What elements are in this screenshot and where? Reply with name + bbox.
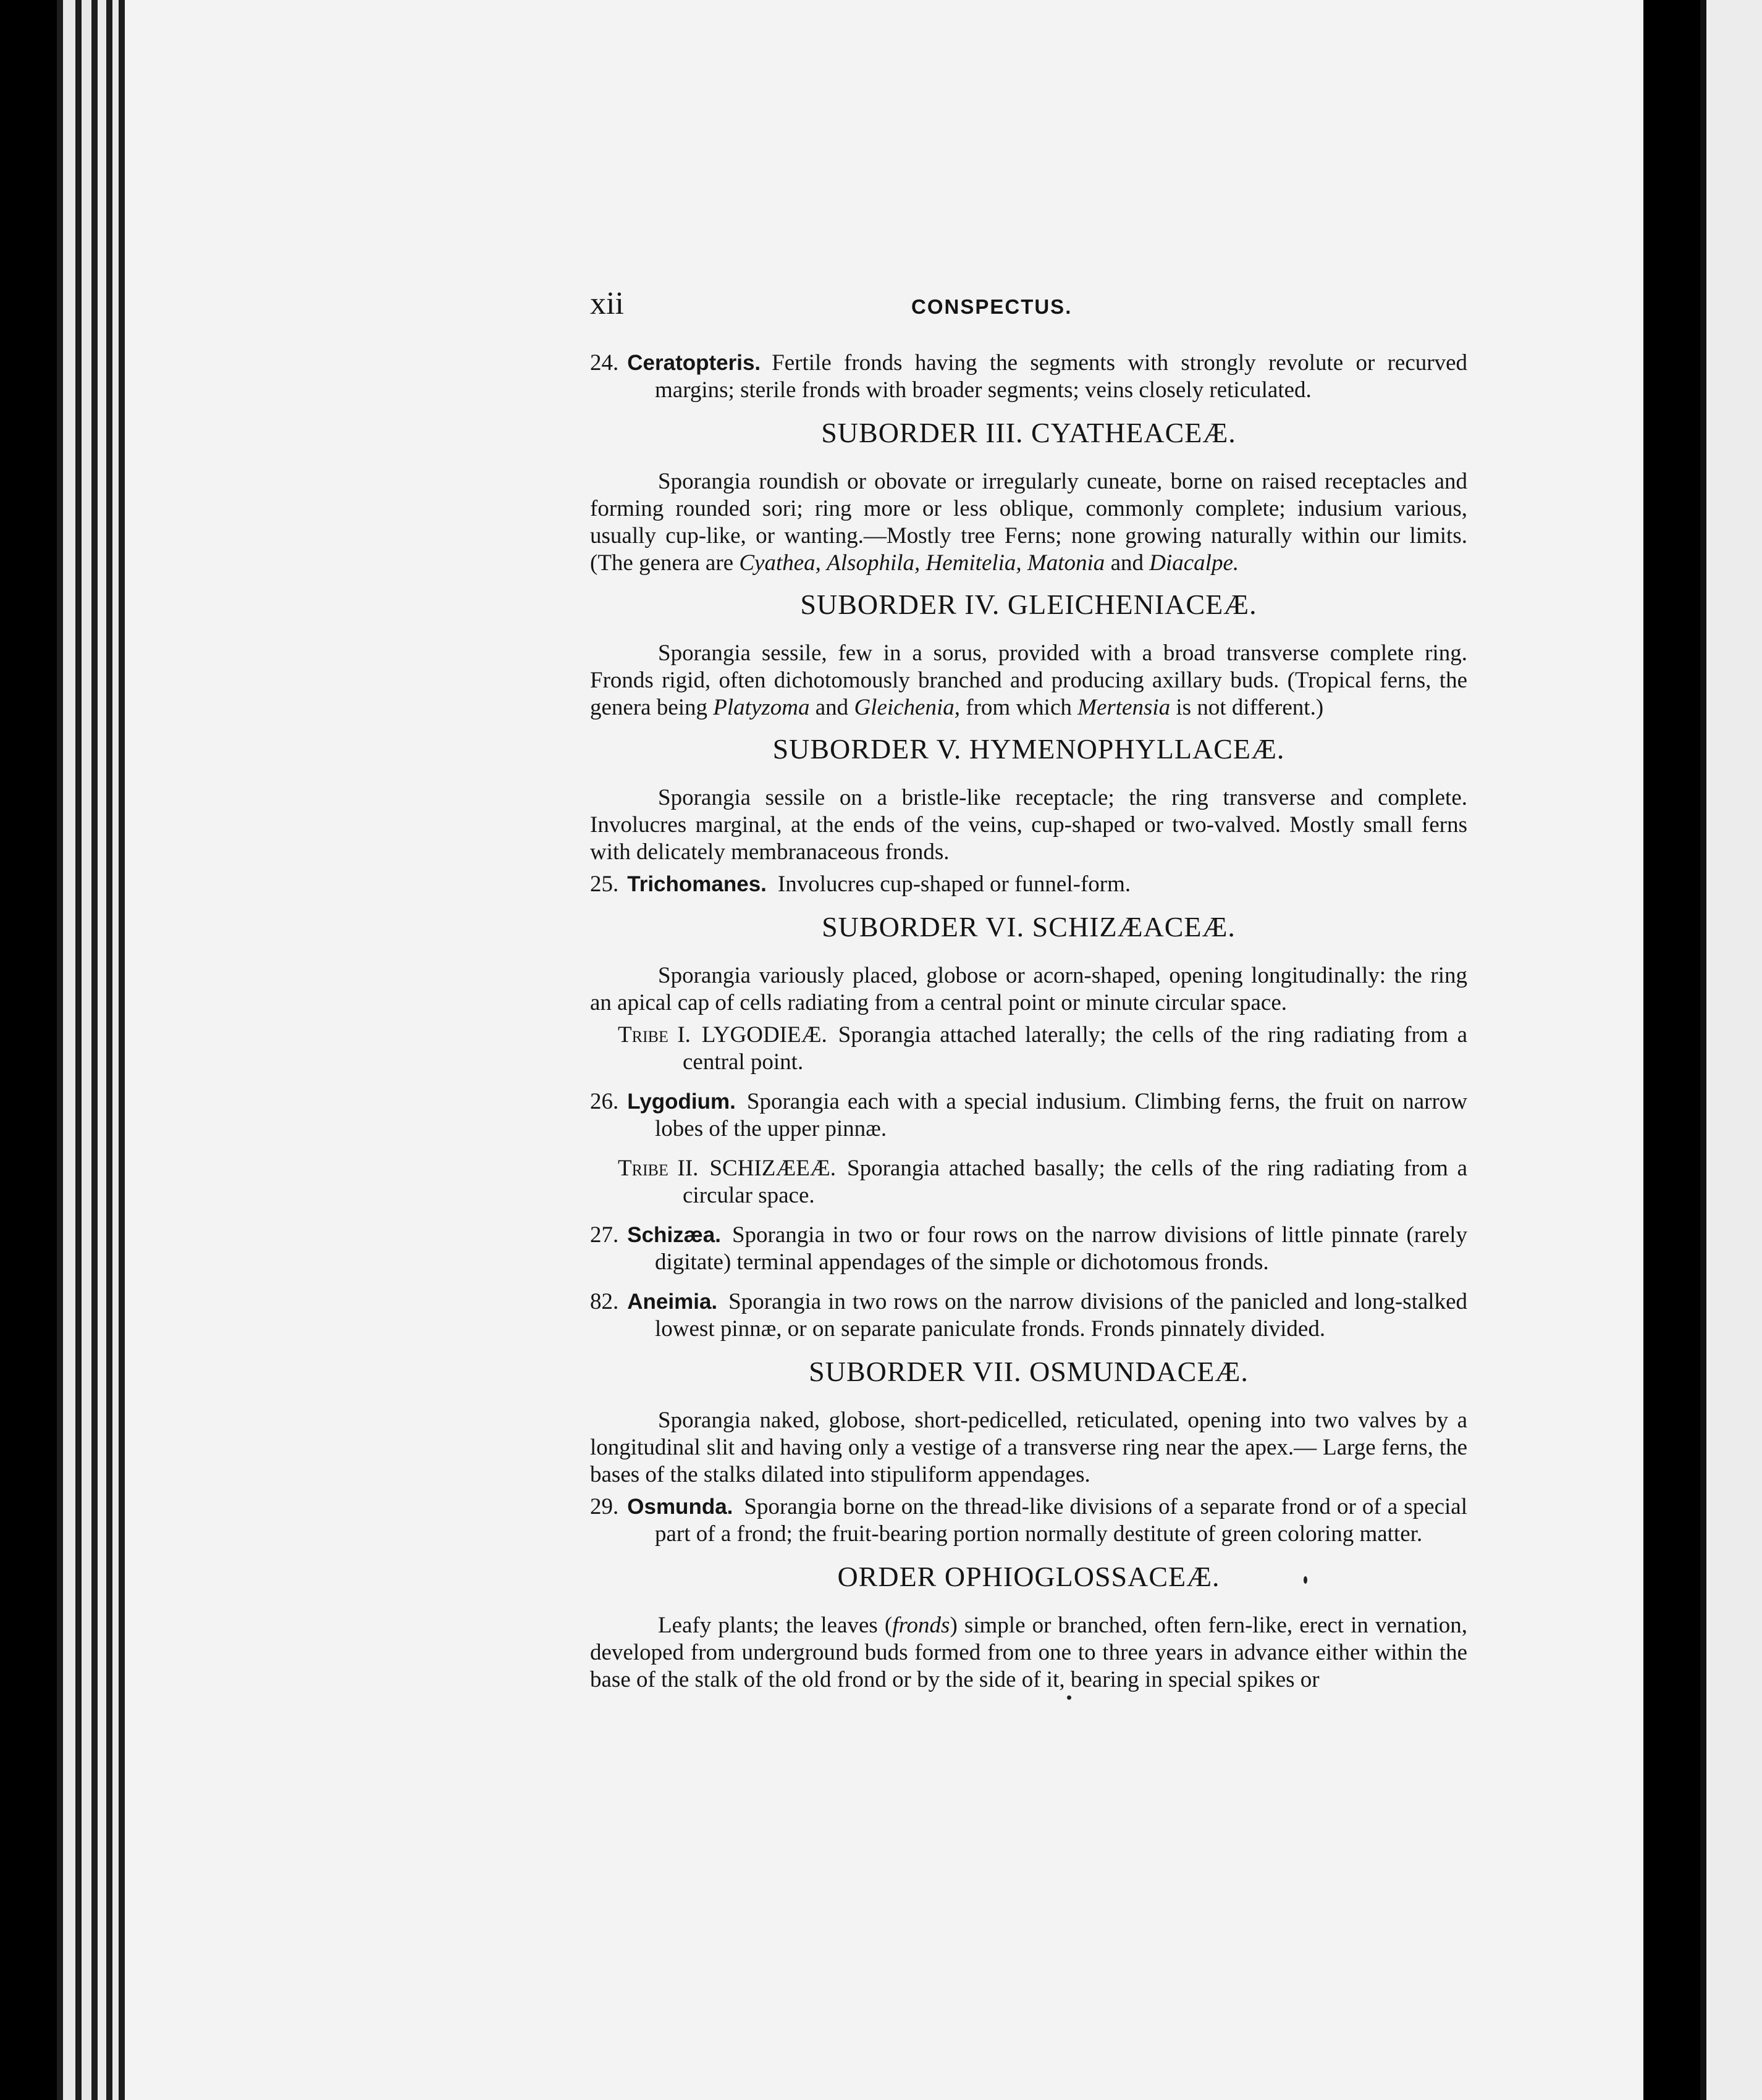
genus-entry-28 (590, 1288, 1467, 1343)
page-edge-gap (82, 0, 91, 2100)
description-text: from which (966, 695, 1072, 720)
suborder-description (590, 468, 1467, 577)
description-text: Sporangia roundish or obovate or irregularly cuneate, borne on raised receptacles and forming rounded sori; ring more or less oblique, commonly complete; indusium various, usually cup-like, or wanting.—Mostly tree Ferns; none growing naturally within our limits. (The genera are (590, 469, 1467, 576)
tribe-label: Tribe I. (618, 1022, 691, 1048)
genus-name: Trichomanes. (627, 872, 767, 896)
page-edge (75, 0, 82, 2100)
page-edge (119, 0, 125, 2100)
suborder-heading: SUBORDER III. CYATHEACEÆ. (821, 417, 1236, 448)
description-text: Sporangia sessile, few in a sorus, provided with a broad transverse complete ring. Fronds rigid, often dichotomously branched and producing axillary buds. (Tropical ferns, the genera being (590, 640, 1467, 720)
suborder-description: Sporangia sessile on a bristle-like receptacle; the ring transverse and complete. Involucres marginal, at the ends of the veins, cup-shaped or two-valved. Mostly small ferns with delicately membranaceous fronds. (590, 785, 1467, 865)
description-text: Leafy plants; the leaves ( (658, 1613, 893, 1638)
suborder-heading: SUBORDER V. HYMENOPHYLLACEÆ. (772, 733, 1285, 765)
ink-speck (1304, 1576, 1307, 1584)
suborder-heading: SUBORDER IV. GLEICHENIACEÆ. (800, 589, 1257, 620)
running-title: CONSPECTUS. (911, 295, 1073, 318)
tribe-name: LYGODIEÆ. (701, 1022, 827, 1048)
genus-name: Schizæa. (627, 1223, 721, 1247)
genus-entry-27 (590, 1222, 1467, 1276)
suborder-description: Sporangia variously placed, globose or acorn-shaped, opening longitudinally: the ring an apical cap of cells radiating from a central point or minute circular space. (590, 963, 1467, 1015)
genus-name: Aneimia. (627, 1290, 718, 1314)
ink-speck (1067, 1695, 1071, 1700)
italic-term: fronds (892, 1613, 950, 1638)
genus-name: Ceratopteris. (627, 351, 761, 375)
genus-entry-26 (590, 1088, 1467, 1143)
entry-text: Sporangia in two or four rows on the narrow divisions of little pinnate (rarely digitate) terminal appendages of the simple or dichotomous fronds. (655, 1222, 1467, 1275)
tribe-entry-2 (590, 1155, 1467, 1209)
genus-name: Cyathea, (739, 550, 821, 576)
genus-entry-29 (590, 1493, 1467, 1548)
page-header (590, 286, 1467, 334)
page-edge (57, 0, 63, 2100)
genus-name: Matonia (1027, 550, 1105, 576)
genus-name: Gleichenia, (854, 695, 961, 720)
entry-text: Sporangia in two rows on the narrow divisions of the panicled and long-stalked lowest pinnæ, or on separate paniculate fronds. Fronds pinnately divided. (655, 1289, 1467, 1342)
page-edge (91, 0, 98, 2100)
page-edge (106, 0, 112, 2100)
genus-name: Diacalpe. (1149, 550, 1239, 576)
genus-name: Hemitelia, (925, 550, 1022, 576)
genus-name: Lygodium. (627, 1090, 736, 1114)
entry-number: 24. (590, 350, 619, 376)
genus-entry-25 (590, 871, 1467, 898)
order-heading: ORDER OPHIOGLOSSACEÆ. (837, 1561, 1220, 1592)
tribe-entry-1 (590, 1022, 1467, 1076)
page-edge-gap (63, 0, 75, 2100)
entry-number: 29. (590, 1494, 619, 1519)
entry-number: 82. (590, 1289, 619, 1314)
entry-text: Involucres cup-shaped or funnel-form. (777, 872, 1131, 897)
entry-text: Fertile fronds having the segments with strongly revolute or recurved margins; sterile fronds with broader segments; veins closely reticulated. (655, 350, 1467, 403)
description-text: is not different.) (1176, 695, 1324, 720)
suborder-description (590, 640, 1467, 721)
tribe-text: Sporangia attached basally; the cells of the ring radiating from a circular space. (683, 1156, 1467, 1208)
entry-number: 26. (590, 1089, 619, 1114)
genus-name: Platyzoma (713, 695, 810, 720)
entry-text: Sporangia each with a special indusium. Climbing ferns, the fruit on narrow lobes of the upper pinnæ. (655, 1089, 1467, 1141)
entry-number: 27. (590, 1222, 619, 1248)
entry-text: Sporangia borne on the thread-like divisions of a separate frond or of a special part of a frond; the fruit-bearing portion normally destitute of green coloring matter. (655, 1494, 1467, 1547)
adjacent-page-edge (1700, 0, 1762, 2100)
conjunction: and (1110, 550, 1144, 576)
page-text (590, 286, 1467, 1699)
entry-number: 25. (590, 872, 619, 897)
page-edge-gap (112, 0, 119, 2100)
page-number: xii (590, 286, 624, 321)
conjunction: and (815, 695, 849, 720)
tribe-label: Tribe II. (618, 1156, 699, 1181)
description-text: ) simple or branched, often fern-like, erect in vernation, developed from underground buds formed from one to three years in advance either within the base of the stalk of the old frond or by the side of it, bearing in special spikes or (590, 1613, 1467, 1692)
genus-entry-24 (590, 350, 1467, 404)
genus-name: Alsophila, (827, 550, 921, 576)
tribe-text: Sporangia attached laterally; the cells of the ring radiating from a central point. (683, 1022, 1467, 1075)
genus-name: Mertensia (1077, 695, 1171, 720)
tribe-name: SCHIZÆEÆ. (709, 1156, 836, 1181)
genus-name: Osmunda. (627, 1495, 733, 1519)
suborder-heading: SUBORDER VII. OSMUNDACEÆ. (809, 1356, 1249, 1387)
suborder-description: Sporangia naked, globose, short-pedicelled, reticulated, opening into two valves by a longitudinal slit and having only a vestige of a transverse ring near the apex.— Large ferns, the bases of the stalks dilated into stipuliform appendages. (590, 1408, 1467, 1487)
suborder-heading: SUBORDER VI. SCHIZÆACEÆ. (822, 911, 1236, 943)
page-edge-gap (98, 0, 106, 2100)
order-description (590, 1612, 1467, 1694)
